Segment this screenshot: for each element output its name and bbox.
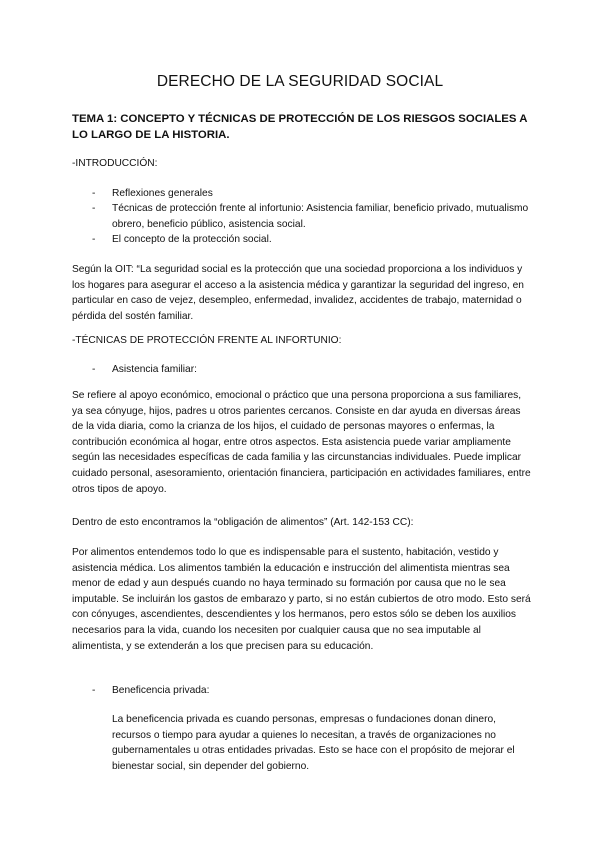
- intro-item: [92, 186, 532, 202]
- bullet-dash: -: [92, 203, 96, 214]
- bullet-dash: -: [92, 234, 96, 245]
- tema-heading: TEMA 1: CONCEPTO Y TÉCNICAS DE PROTECCIÓN DE LOS RIESGOS SOCIALES A LO LARGO DE LA HISTORIA.: [72, 113, 528, 141]
- tecnicas-heading: -TÉCNICAS DE PROTECCIÓN FRENTE AL INFORTUNIO:: [72, 335, 342, 346]
- intro-item: [92, 201, 532, 232]
- intro-item: [92, 232, 532, 248]
- asistencia-paragraph: Se refiere al apoyo económico, emocional o práctico que una persona proporciona a sus familiares, ya sea cónyuge, hijos, padres u otros parientes cercanos. Consiste en dar ayuda en diversas áreas de la vida diaria, como la crianza de los hijos, el cuidado de personas mayores o enfermas, la contribución económica al hogar, entre otros aspectos. Esta asistencia puede variar ampliamente según las necesidades específicas de cada familia y las circunstancias individuales. Puede implicar cuidado personal, asesoramiento, orientación financiera, participación en actividades familiares, entre otros tipos de apoyo.: [72, 390, 531, 495]
- intro-item-text: Técnicas de protección frente al infortunio: Asistencia familiar, beneficio privado, mutualismo obrero, beneficio público, asistencia social.: [112, 203, 529, 230]
- asistencia-item: [92, 362, 532, 378]
- bullet-dash: -: [92, 364, 96, 375]
- intro-item-text: Reflexiones generales: [112, 188, 213, 199]
- bullet-dash: -: [92, 188, 96, 199]
- oit-paragraph: Según la OIT: “La seguridad social es la protección que una sociedad proporciona a los individuos y los hogares para asegurar el acceso a la asistencia médica y garantizar la seguridad del ingreso, en particular en caso de vejez, desempleo, enfermedad, invalidez, accidentes de trabajo, maternidad o pérdida del sostén familiar.: [72, 264, 524, 322]
- beneficencia-item: [92, 683, 532, 699]
- intro-heading: -INTRODUCCIÓN:: [72, 158, 158, 169]
- bullet-dash: -: [92, 685, 96, 696]
- intro-item-text: El concepto de la protección social.: [112, 234, 272, 245]
- asistencia-label: Asistencia familiar:: [112, 364, 197, 375]
- document-title: DERECHO DE LA SEGURIDAD SOCIAL: [156, 73, 444, 90]
- alimentos-intro: Dentro de esto encontramos la “obligación de alimentos” (Art. 142-153 CC):: [72, 517, 414, 528]
- beneficencia-label: Beneficencia privada:: [112, 685, 210, 696]
- beneficencia-paragraph: La beneficencia privada es cuando personas, empresas o fundaciones donan dinero, recursos o tiempo para ayudar a quienes lo necesitan, a través de organizaciones no gubernamentales u otras entidades privadas. Esto se hace con el propósito de mejorar el bienestar social, sin depender del gobierno.: [112, 714, 515, 772]
- alimentos-paragraph: Por alimentos entendemos todo lo que es indispensable para el sustento, habitación, vestido y asistencia médica. Los alimentos también la educación e instrucción del alimentista mientras sea menor de edad y aun después cuando no haya terminado su formación por causa que no le sea imputable. Se incluirán los gastos de embarazo y parto, si no están cubiertos de otro modo. Esto será con cónyuges, ascendientes, descendientes y los hermanos, pero estos sólo se deben los auxilios necesarios para la vida, cuando los necesiten por cualquier causa que no sea imputable al alimentista, y se extenderán a los que precisen para su educación.: [72, 547, 531, 652]
